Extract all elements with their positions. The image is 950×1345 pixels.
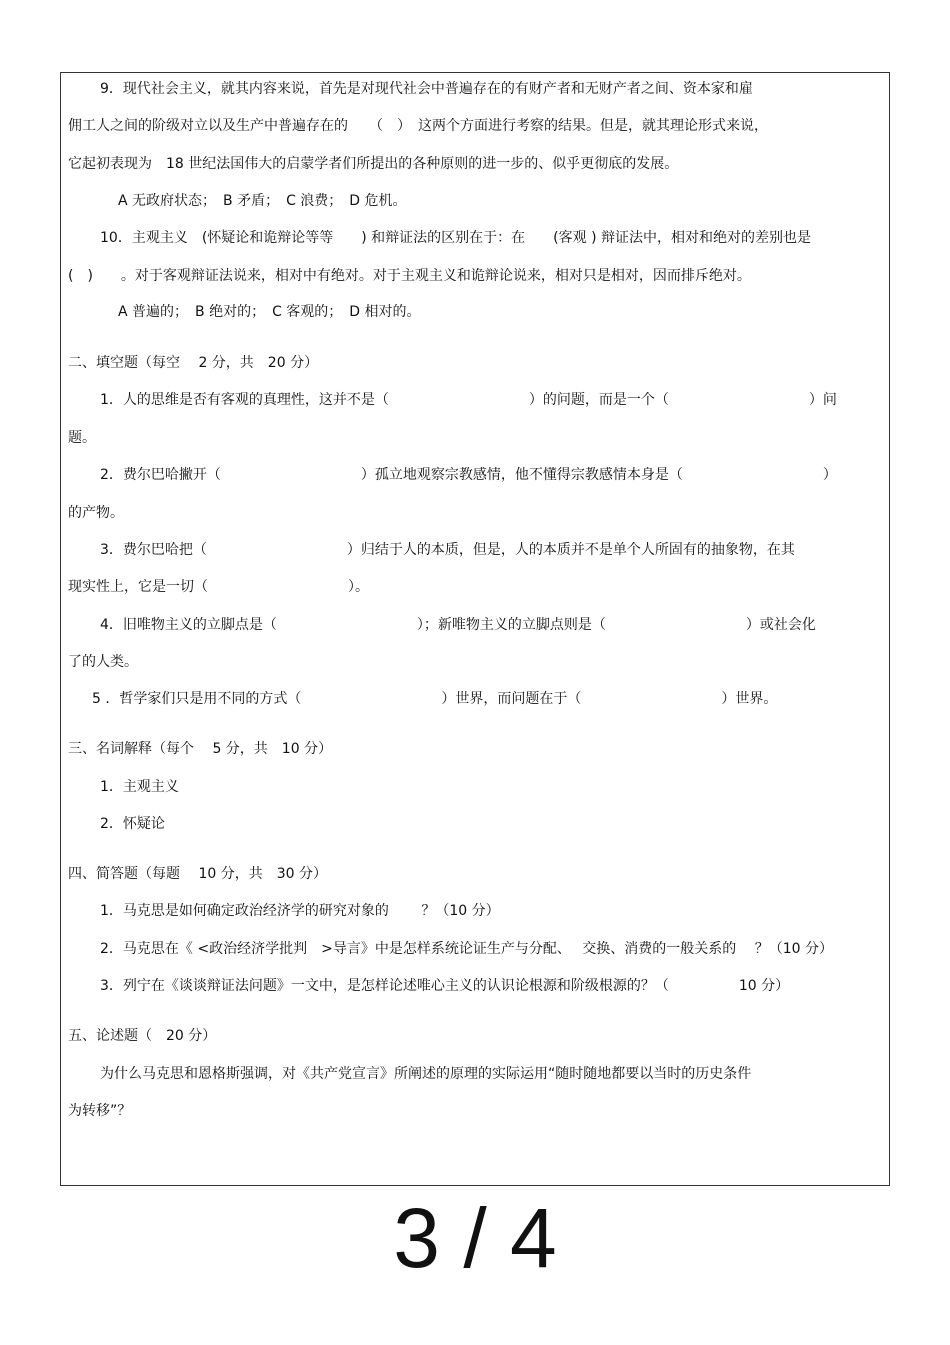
terms-section-heading: 三、名词解释（每个 5 分，共 10 分） [68,741,333,757]
fill-q1-line1: 1．人的思维是否有客观的真理性，这并不是（ ）的问题，而是一个（ ）问 [100,392,837,408]
fill-q4-line1: 4．旧唯物主义的立脚点是（ ）；新唯物主义的立脚点则是（ ）或社会化 [100,617,816,633]
fill-section-heading: 二、填空题（每空 2 分，共 20 分） [68,355,319,371]
short-q2: 2．马克思在《 <政治经济学批判 >导言》中是怎样系统论证生产与分配、 交换、消费的一般关系的 ？（10 分） [100,941,833,957]
q10-options: A 普遍的； B 绝对的； C 客观的； D 相对的。 [118,304,421,320]
q9-options: A 无政府状态； B 矛盾； C 浪费； D 危机。 [118,193,407,209]
short-q1: 1．马克思是如何确定政治经济学的研究对象的 ？（10 分） [100,903,500,919]
fill-q3-line2: 现实性上，它是一切（ ）。 [68,579,369,595]
fill-q2-line2: 的产物。 [68,505,124,521]
page-indicator: 3 / 4 [393,1191,557,1285]
short-section-heading: 四、简答题（每题 10 分，共 30 分） [68,866,327,882]
q10-line1: 10．主观主义 (怀疑论和诡辩论等等 ) 和辩证法的区别在于：在 (客观 ) 辩证法中，相对和绝对的差别也是 [100,230,812,246]
term-2: 2．怀疑论 [100,816,165,832]
q10-line2: ( ) 。对于客观辩证法说来，相对中有绝对。对于主观主义和诡辩论说来，相对只是相对，因而排斥绝对。 [68,268,751,284]
essay-question-line2: 为转移”？ [68,1103,132,1119]
essay-question-line1: 为什么马克思和恩格斯强调，对《共产党宣言》所阐述的原理的实际运用“随时随地都要以当时的历史条件 [100,1066,752,1082]
fill-q3-line1: 3．费尔巴哈把（ ）归结于人的本质，但是，人的本质并不是单个人所固有的抽象物，在其 [100,542,795,558]
fill-q1-line2: 题。 [68,430,96,446]
q9-line3: 它起初表现为 18 世纪法国伟大的启蒙学者们所提出的各种原则的进一步的、似乎更彻底的发展。 [68,156,679,172]
fill-q4-line2: 了的人类。 [68,654,138,670]
q9-line1: 9．现代社会主义，就其内容来说，首先是对现代社会中普遍存在的有财产者和无财产者之间、资本家和雇 [100,81,753,97]
short-q3: 3．列宁在《谈谈辩证法问题》一文中，是怎样论述唯心主义的认识论根源和阶级根源的？（ 10 分） [100,978,790,994]
essay-section-heading: 五、论述题（ 20 分） [68,1028,217,1044]
term-1: 1．主观主义 [100,779,179,795]
q9-line2: 佣工人之间的阶级对立以及生产中普遍存在的 （ ） 这两个方面进行考察的结果。但是，就其理论形式来说， [68,118,768,134]
fill-q2-line1: 2．费尔巴哈撇开（ ）孤立地观察宗教感情，他不懂得宗教感情本身是（ ） [100,467,837,483]
fill-q5: 5 ．哲学家们只是用不同的方式（ ）世界，而问题在于（ ）世界。 [92,691,778,707]
